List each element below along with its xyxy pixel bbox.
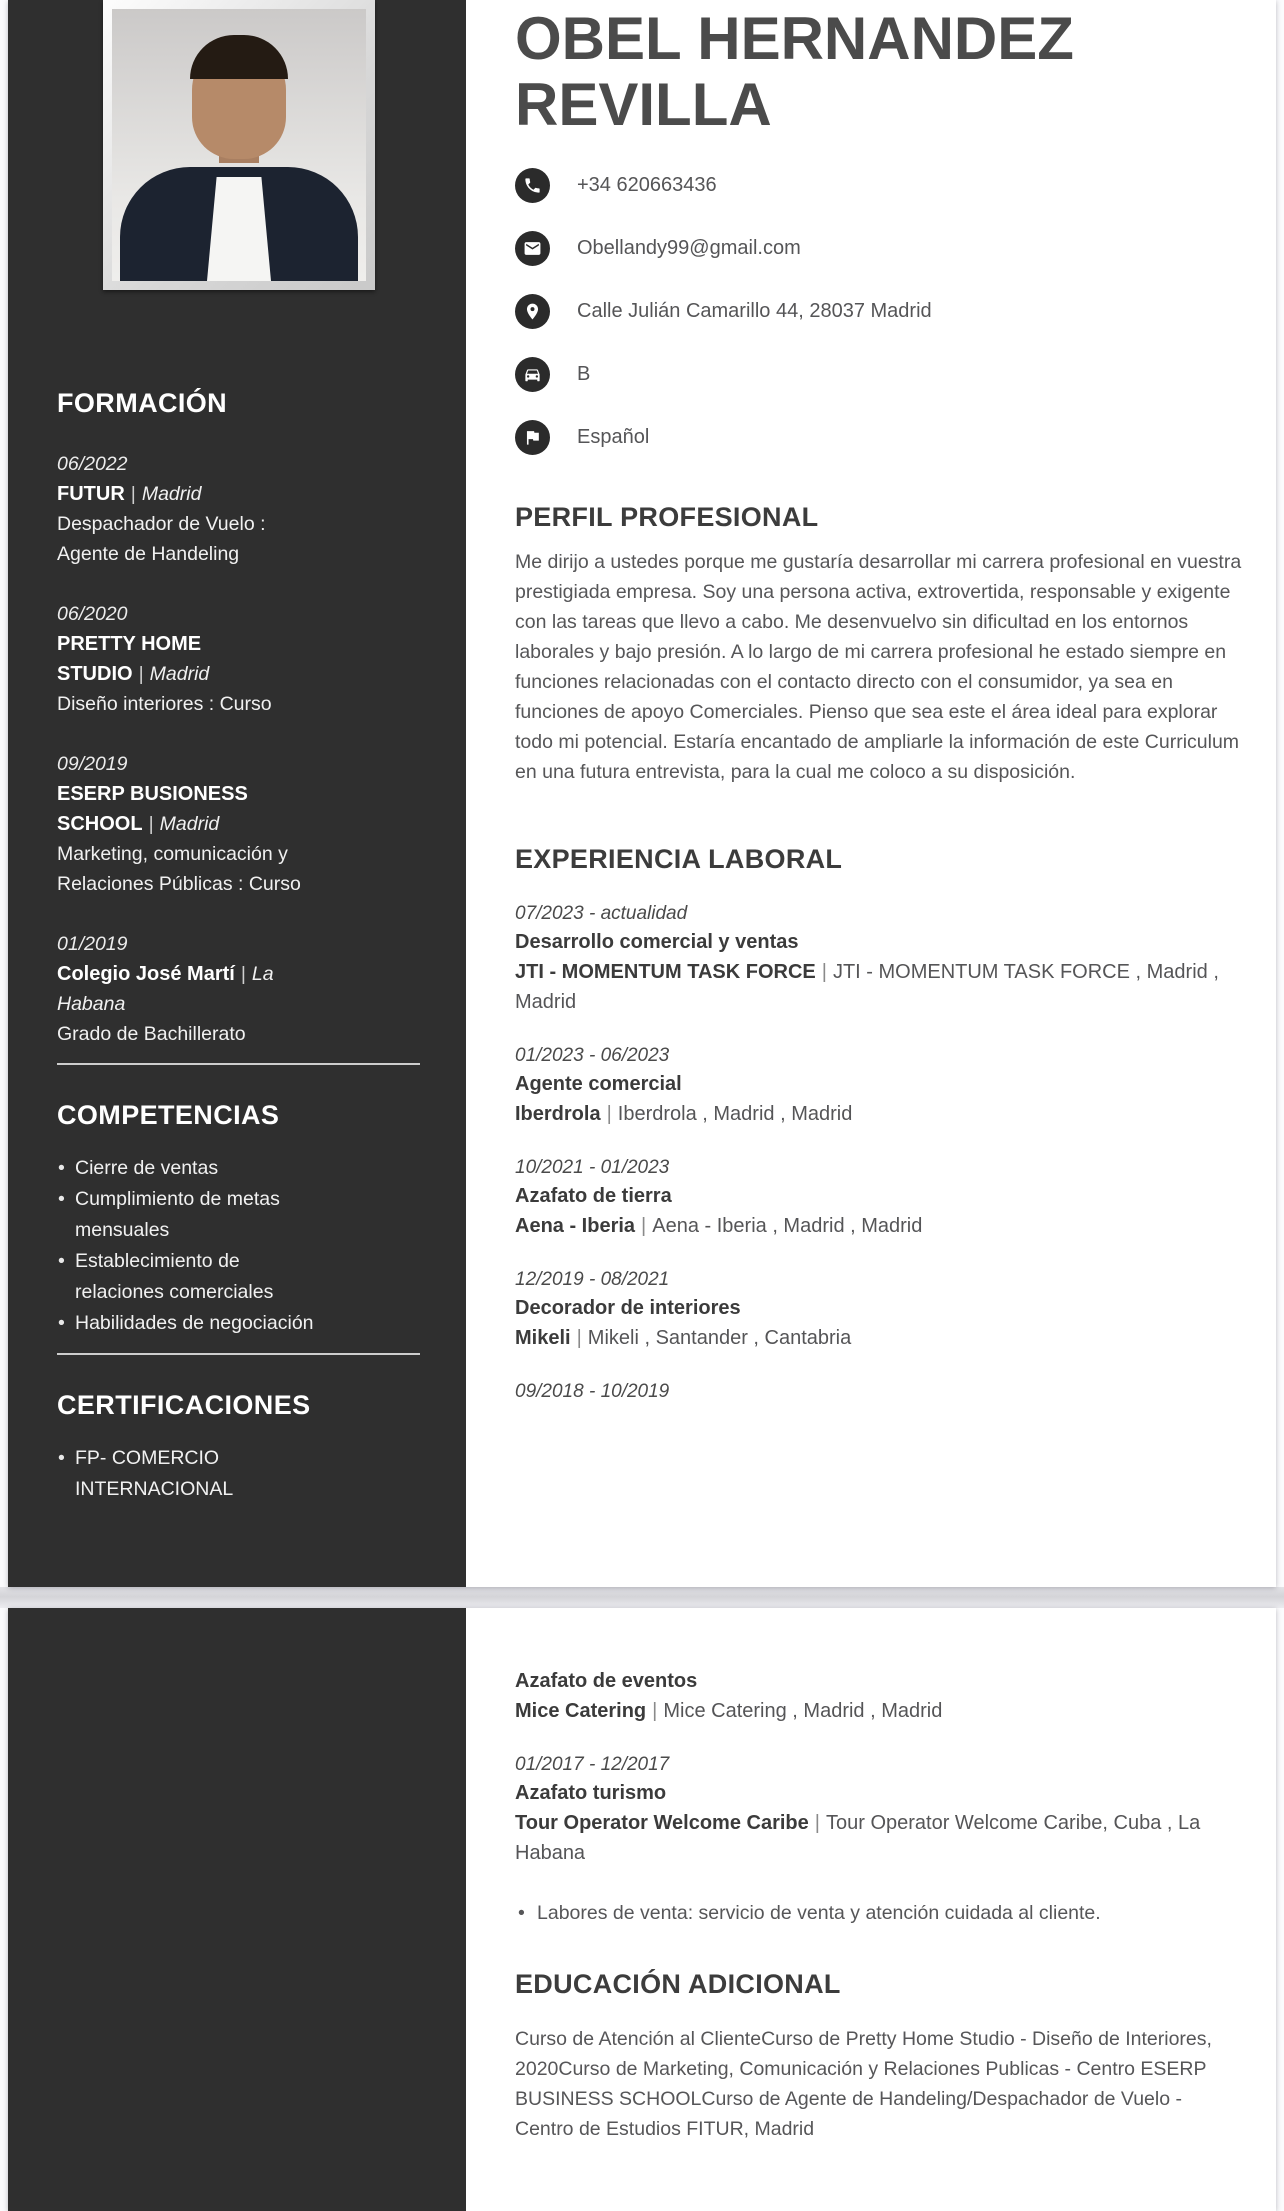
competencias-list xyxy=(57,1153,325,1339)
section-certificaciones xyxy=(8,1389,466,1505)
entry-title: Azafato turismo xyxy=(515,1782,667,1804)
experience-entry xyxy=(515,1043,1243,1129)
entry-date: 12/2019 - 08/2021 xyxy=(515,1269,670,1290)
entry-desc: Grado de Bachillerato xyxy=(57,1023,246,1045)
entry-date: 01/2017 - 12/2017 xyxy=(515,1754,670,1775)
entry-date: 07/2023 - actualidad xyxy=(515,903,688,924)
experience-entry xyxy=(515,1666,1243,1726)
entry-school: FUTUR | Madrid xyxy=(57,483,202,505)
main-column xyxy=(466,1608,1276,2144)
entry-school: Colegio José Martí | La Habana xyxy=(57,963,274,1015)
educacion-text: Curso de Atención al ClienteCurso de Pretty Home Studio - Diseño de Interiores, 2020Curso de Marketing, Comunicación y Relaciones Publicas - Centro ESERP BUSINESS SCHOOLCurso de Agente de Handeling/Despachador de Vuelo - Centro de Estudios FITUR, Madrid xyxy=(515,2028,1212,2140)
formacion-title: FORMACIÓN xyxy=(57,388,228,418)
entry-school: PRETTY HOME STUDIO | Madrid xyxy=(57,633,210,685)
certificaciones-list xyxy=(57,1443,325,1505)
pipe-separator: | xyxy=(814,1812,820,1834)
entry-desc: Marketing, comunicación y Relaciones Públicas : Curso xyxy=(57,843,301,895)
section-formacion xyxy=(8,387,466,1049)
sidebar-divider xyxy=(57,1063,420,1065)
entry-title: Desarrollo comercial y ventas xyxy=(515,931,799,953)
certificaciones-title: CERTIFICACIONES xyxy=(57,1390,311,1420)
cv-page-1 xyxy=(8,0,1276,1587)
experience-entry xyxy=(515,1155,1243,1241)
pipe-separator: | xyxy=(138,663,144,685)
entry-date: 09/2019 xyxy=(57,753,128,775)
list-item: • Habilidades de negociación xyxy=(57,1308,325,1339)
entry-employer: JTI - MOMENTUM TASK FORCE | JTI - MOMENTUM TASK FORCE , Madrid , Madrid xyxy=(515,961,1219,1013)
language-value: Español xyxy=(577,426,650,448)
pipe-separator: | xyxy=(606,1103,612,1125)
formacion-entry xyxy=(57,929,321,1049)
pipe-separator: | xyxy=(240,963,246,985)
list-item: • Cierre de ventas xyxy=(57,1153,325,1184)
entry-title: Azafato de tierra xyxy=(515,1185,672,1207)
main-column xyxy=(466,0,1276,1405)
entry-title: Agente comercial xyxy=(515,1073,682,1095)
contact-row-address xyxy=(515,280,1243,343)
entry-date: 06/2020 xyxy=(57,603,128,625)
list-item: • Cumplimiento de metas mensuales xyxy=(57,1184,325,1246)
pipe-separator: | xyxy=(641,1215,647,1237)
section-competencias xyxy=(8,1099,466,1339)
pipe-separator: | xyxy=(130,483,136,505)
entry-desc: Diseño interiores : Curso xyxy=(57,693,272,715)
sidebar-continuation xyxy=(8,1608,466,2211)
entry-date: 09/2018 - 10/2019 xyxy=(515,1381,670,1402)
perfil-text: Me dirijo a ustedes porque me gustaría desarrollar mi carrera profesional en vuestra prestigiada empresa. Soy una persona activa, extrovertida, responsable y exigente con las tareas que llevo a cabo. Me desenvuelvo sin dificultad en los entornos laborales y bajo presión. A lo largo de mi carrera profesional he estado siempre en funciones relacionadas con el contacto directo con el consumidor, ya sea en funciones de apoyo Comerciales. Pienso que sea este el área ideal para explorar todo mi potencial. Estaría encantado de ampliarle la información de este Curriculum en una futura entrevista, para la cual me coloco a su disposición. xyxy=(515,551,1242,783)
email-value: Obellandy99@gmail.com xyxy=(577,237,801,259)
competencias-title: COMPETENCIAS xyxy=(57,1100,280,1130)
entry-school: ESERP BUSIONESS SCHOOL | Madrid xyxy=(57,783,248,835)
pipe-separator: | xyxy=(652,1700,658,1722)
phone-value: +34 620663436 xyxy=(577,174,717,196)
page-title: OBEL HERNANDEZ REVILLA xyxy=(515,5,1074,138)
entry-date: 06/2022 xyxy=(57,453,128,475)
formacion-entry xyxy=(57,599,321,719)
formacion-entry xyxy=(57,749,321,899)
list-item: • FP- COMERCIO INTERNACIONAL xyxy=(57,1443,325,1505)
driving-license-value: B xyxy=(577,363,591,385)
experience-entry xyxy=(515,1752,1243,1868)
formacion-entry xyxy=(57,449,321,569)
profile-photo xyxy=(103,0,375,290)
entry-date: 10/2021 - 01/2023 xyxy=(515,1157,670,1178)
entry-date: 01/2023 - 06/2023 xyxy=(515,1045,670,1066)
page-separator xyxy=(0,1587,1284,1608)
entry-desc: Despachador de Vuelo : Agente de Handeling xyxy=(57,513,266,565)
educacion-title: EDUCACIÓN ADICIONAL xyxy=(515,1969,841,1999)
contact-row-language xyxy=(515,406,1243,469)
sidebar-divider xyxy=(57,1353,420,1355)
photo-hair-shape xyxy=(190,35,288,79)
pipe-separator: | xyxy=(821,961,827,983)
pipe-separator: | xyxy=(576,1327,582,1349)
section-experiencia-laboral xyxy=(515,843,1243,1405)
contact-row-phone xyxy=(515,154,1243,217)
experience-entry xyxy=(515,1267,1243,1353)
address-value: Calle Julián Camarillo 44, 28037 Madrid xyxy=(577,300,932,322)
entry-title: Decorador de interiores xyxy=(515,1297,741,1319)
entry-employer: Aena - Iberia | Aena - Iberia , Madrid , Madrid xyxy=(515,1215,923,1237)
list-item: • Establecimiento de relaciones comerciales xyxy=(57,1246,325,1308)
experience-entry xyxy=(515,1379,1243,1405)
profile-photo-image xyxy=(112,9,366,281)
entry-employer: Tour Operator Welcome Caribe | Tour Operator Welcome Caribe, Cuba , La Habana xyxy=(515,1812,1201,1864)
contact-row-email xyxy=(515,217,1243,280)
contact-list xyxy=(515,154,1243,469)
email-icon xyxy=(515,231,550,266)
experiencia-title: EXPERIENCIA LABORAL xyxy=(515,844,843,874)
entry-employer: Mice Catering | Mice Catering , Madrid , Madrid xyxy=(515,1700,943,1722)
sidebar xyxy=(8,0,466,1587)
contact-row-driving-license xyxy=(515,343,1243,406)
entry-employer: Mikeli | Mikeli , Santander , Cantabria xyxy=(515,1327,852,1349)
location-icon xyxy=(515,294,550,329)
pipe-separator: | xyxy=(148,813,154,835)
section-perfil-profesional xyxy=(515,501,1243,787)
entry-title: Azafato de eventos xyxy=(515,1670,698,1692)
photo-shirt-shape xyxy=(207,177,271,281)
entry-date: 01/2019 xyxy=(57,933,128,955)
section-educacion-adicional xyxy=(515,1968,1243,2144)
phone-icon xyxy=(515,168,550,203)
experience-bullet: • Labores de venta: servicio de venta y atención cuidada al cliente. xyxy=(515,1898,1243,1928)
experience-entry xyxy=(515,901,1243,1017)
entry-employer: Iberdrola | Iberdrola , Madrid , Madrid xyxy=(515,1103,853,1125)
perfil-title: PERFIL PROFESIONAL xyxy=(515,502,819,532)
cv-page-2 xyxy=(8,1608,1276,2211)
car-icon xyxy=(515,357,550,392)
flag-icon xyxy=(515,420,550,455)
